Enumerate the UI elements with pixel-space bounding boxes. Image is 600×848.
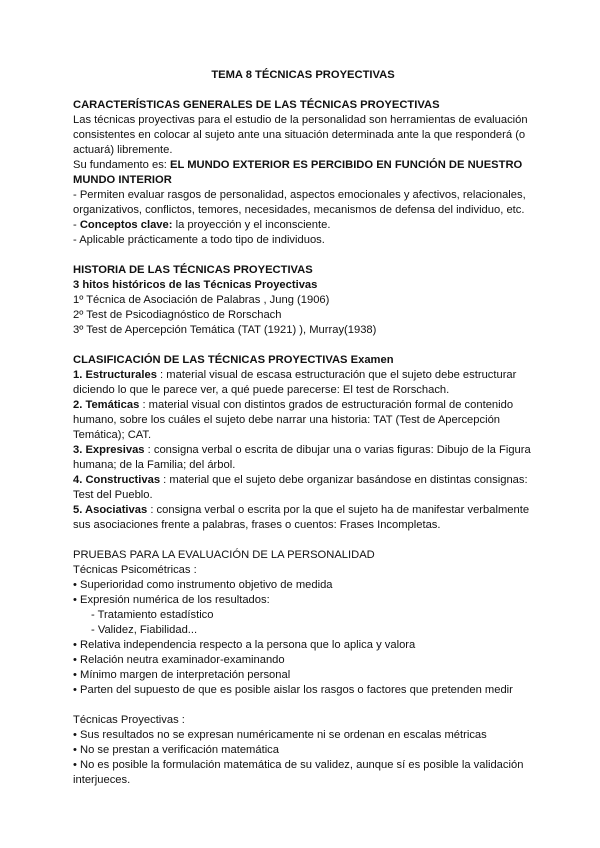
key-concepts-label: Conceptos clave: [79, 219, 173, 231]
bullet-line: • Relativa independencia respecto a la persona que lo aplica y valora [73, 639, 416, 651]
list-item: 3º Test de Apercepción Temática (TAT (1921) ), Murray(1938) [73, 324, 377, 336]
paragraph: Las técnicas proyectivas para el estudio de la personalidad son herramientas de evaluación consistentes en colocar al sujeto ante una situación determinada ante la que responderá (o actuará) libremente. [73, 114, 528, 156]
bullet-line: • Relación neutra examinador-examinando [73, 654, 285, 666]
section-heading: PRUEBAS PARA LA EVALUACIÓN DE LA PERSONALIDAD [73, 549, 375, 561]
bullet-line: • Expresión numérica de los resultados: [73, 594, 270, 606]
item-label: 4. Constructivas [73, 474, 161, 486]
bullet-prefix: - [73, 219, 80, 231]
sub-list [73, 608, 533, 638]
bullet-line: • Superioridad como instrumento objetivo de medida [73, 579, 333, 591]
list-item [73, 368, 533, 398]
list-item [73, 503, 533, 533]
list-item [73, 473, 533, 503]
bullet-line: • Parten del supuesto de que es posible aislar los rasgos o factores que pretenden medir [73, 684, 513, 696]
fundamento-prefix: Su fundamento es: [73, 159, 171, 171]
subsection-label: Técnicas Psicométricas : [73, 564, 197, 576]
list-item [73, 443, 533, 473]
section-heading: CARACTERÍSTICAS GENERALES DE LAS TÉCNICAS PROYECTIVAS [73, 99, 440, 111]
sub-list-item: - Validez, Fiabilidad... [91, 624, 198, 636]
fundamento-line [73, 158, 533, 188]
section-heading: HISTORIA DE LAS TÉCNICAS PROYECTIVAS [73, 264, 313, 276]
list-item [73, 398, 533, 443]
item-text: : consigna verbal o escrita de dibujar una o varias figuras: Dibujo de la Figura humana; de la Familia; del árbol. [73, 444, 531, 471]
sub-list-item: - Tratamiento estadístico [91, 609, 214, 621]
subsection-label: Técnicas Proyectivas : [73, 714, 185, 726]
section-heading: CLASIFICACIÓN DE LAS TÉCNICAS PROYECTIVAS Examen [73, 354, 394, 366]
bullet-line: • Sus resultados no se expresan numéricamente ni se ordenan en escalas métricas [73, 729, 487, 741]
bullet-line: - Aplicable prácticamente a todo tipo de individuos. [73, 234, 325, 246]
item-label: 2. Temáticas [73, 399, 140, 411]
item-text: : consigna verbal o escrita por la que el sujeto ha de manifestar verbalmente sus asociaciones frente a palabras, frases o cuentos: Frases Incompletas. [73, 504, 530, 531]
bullet-line: • Mínimo margen de interpretación personal [73, 669, 291, 681]
bullet-line: • No se prestan a verificación matemática [73, 744, 280, 756]
item-label: 1. Estructurales [73, 369, 157, 381]
section-subheading: 3 hitos históricos de las Técnicas Proyectivas [73, 279, 318, 291]
section-caracteristicas [73, 98, 533, 248]
bullet-line: - Permiten evaluar rasgos de personalidad, aspectos emocionales y afectivos, relacionales, organizativos, conflictos, temores, necesidades, mecanismos de defensa del individuo, etc. [73, 189, 526, 216]
item-label: 5. Asociativas [73, 504, 148, 516]
item-text: : material visual con distintos grados de estructuración formal de contenido humano, sobre los cuáles el sujeto debe narrar una historia: TAT (Test de Apercepción Temática); CAT. [73, 399, 514, 441]
section-clasificacion [73, 353, 533, 533]
bullet-line: • No es posible la formulación matemática de su validez, aunque sí es posible la validación interjueces. [73, 759, 524, 786]
document-title: TEMA 8 TÉCNICAS PROYECTIVAS [211, 69, 395, 81]
document-page [73, 68, 533, 788]
item-label: 3. Expresivas [73, 444, 145, 456]
key-concepts-text: la proyección y el inconsciente. [172, 219, 331, 231]
section-pruebas [73, 548, 533, 788]
item-text: : material visual de escasa estructuración que el sujeto debe estructurar diciendo lo que le parece ver, a qué puede parecerse: El test de Rorschach. [73, 369, 517, 396]
item-text: : material que el sujeto debe organizar basándose en distintas consignas: Test del Pueblo. [73, 474, 528, 501]
list-item: 1º Técnica de Asociación de Palabras , Jung (1906) [73, 294, 330, 306]
section-historia [73, 263, 533, 338]
bullet-line [73, 218, 533, 233]
spacer [73, 698, 533, 713]
list-item: 2º Test de Psicodiagnóstico de Rorschach [73, 309, 282, 321]
fundamento-bold: EL MUNDO EXTERIOR ES PERCIBIDO EN FUNCIÓN DE NUESTRO MUNDO INTERIOR [73, 159, 523, 186]
